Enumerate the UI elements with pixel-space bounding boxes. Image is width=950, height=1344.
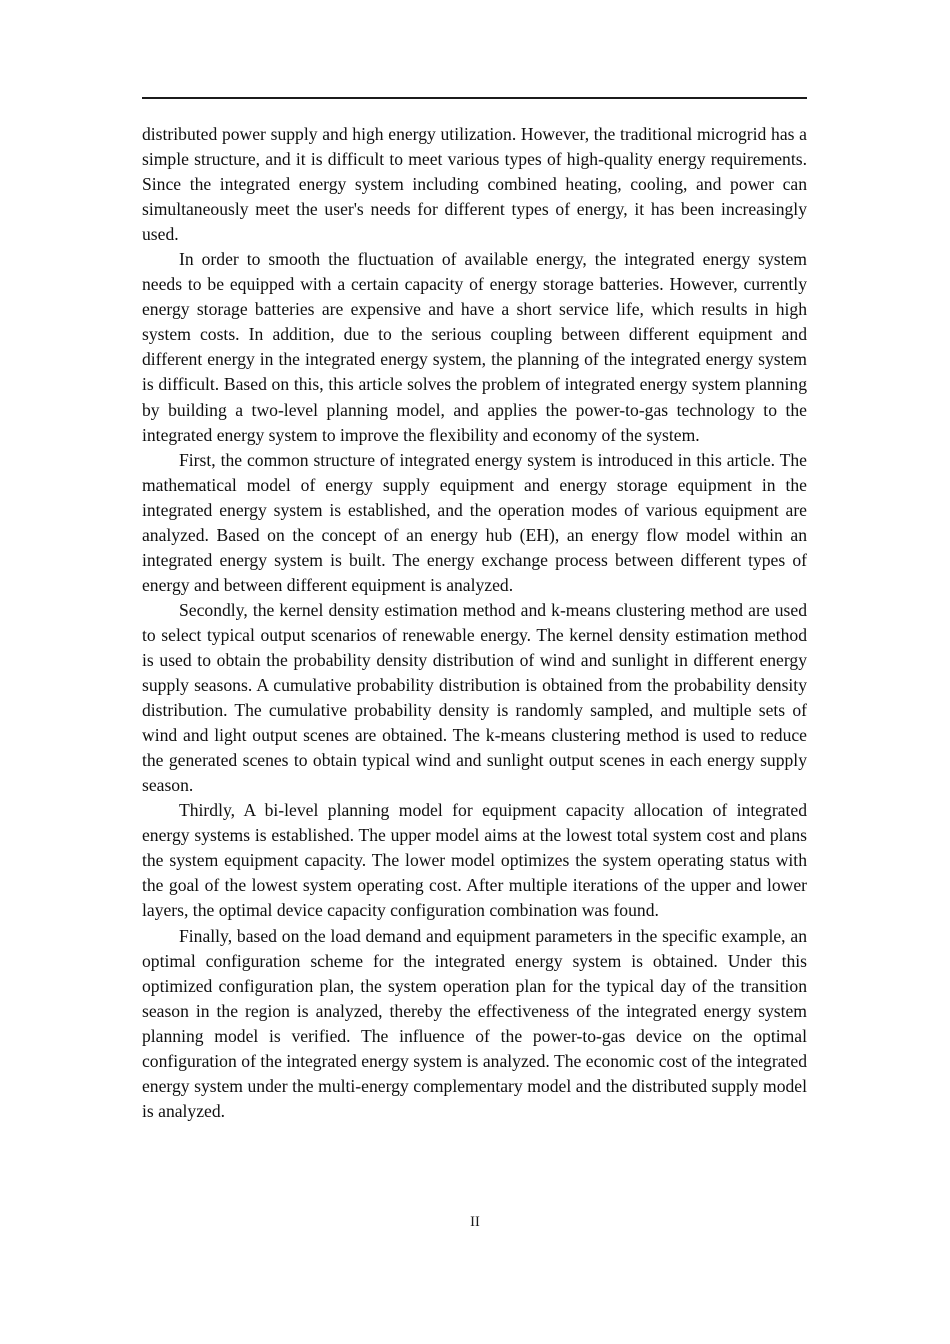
paragraph-first-common-structure: First, the common structure of integrated energy system is introduced in this article. The mathematical model of energy supply equipment and energy storage equipment in the integrated energy system is established, and the operation modes of various equipment are analyzed. Based on the concept of an energy hub (EH), an energy flow model within an integrated energy system is built. The energy exchange process between different types of energy and between different equipment is analyzed. xyxy=(142,449,807,595)
paragraph-energy-storage-motivation: In order to smooth the fluctuation of available energy, the integrated energy system needs to be equipped with a certain capacity of energy storage batteries. However, currently energy storage batteries are expensive and have a short service life, which results in high system costs. In addition, due to the serious coupling between different equipment and different energy in the integrated energy system, the planning of the integrated energy system is difficult. Based on this, this article solves the problem of integrated energy system planning by building a two-level planning model, and applies the power-to-gas technology to the integrated energy system to improve the flexibility and economy of the system. xyxy=(142,249,807,445)
paragraph-continued-intro: distributed power supply and high energy utilization. However, the traditional microgrid has a simple structure, and it is difficult to meet various types of high-quality energy requirements. Since the integrated energy system including combined heating, cooling, and power can simultaneously meet the user's needs for different types of energy, it has been increasingly used. xyxy=(142,124,807,245)
header-rule-divider xyxy=(142,97,807,99)
paragraph-finally-case-study: Finally, based on the load demand and equipment parameters in the specific example, an optimal configuration scheme for the integrated energy system is obtained. Under this optimized configuration plan, the system operation plan for the typical day of the transition season in the region is analyzed, thereby the effectiveness of the integrated energy system planning model is verified. The influence of the power-to-gas device on the optimal configuration of the integrated energy system is analyzed. The economic cost of the integrated energy system under the multi-energy complementary model and the distributed supply model is analyzed. xyxy=(142,925,807,1121)
document-body xyxy=(142,122,807,1124)
paragraph-thirdly-bilevel-model: Thirdly, A bi-level planning model for equipment capacity allocation of integrated energy systems is established. The upper model aims at the lowest total system cost and plans the system equipment capacity. The lower model optimizes the system operating status with the goal of the lowest system operating cost. After multiple iterations of the upper and lower layers, the optimal device capacity configuration combination was found. xyxy=(142,800,807,921)
page-number-footer: II xyxy=(470,1214,480,1230)
paragraph-secondly-kernel-density: Secondly, the kernel density estimation method and k-means clustering method are used to select typical output scenarios of renewable energy. The kernel density estimation method is used to obtain the probability density distribution of wind and sunlight in different energy supply seasons. A cumulative probability distribution is obtained from the probability density distribution. The cumulative probability density is randomly sampled, and multiple sets of wind and light output scenes are obtained. The k-means clustering method is used to reduce the generated scenes to obtain typical wind and sunlight output scenes in each energy supply season. xyxy=(142,599,807,796)
